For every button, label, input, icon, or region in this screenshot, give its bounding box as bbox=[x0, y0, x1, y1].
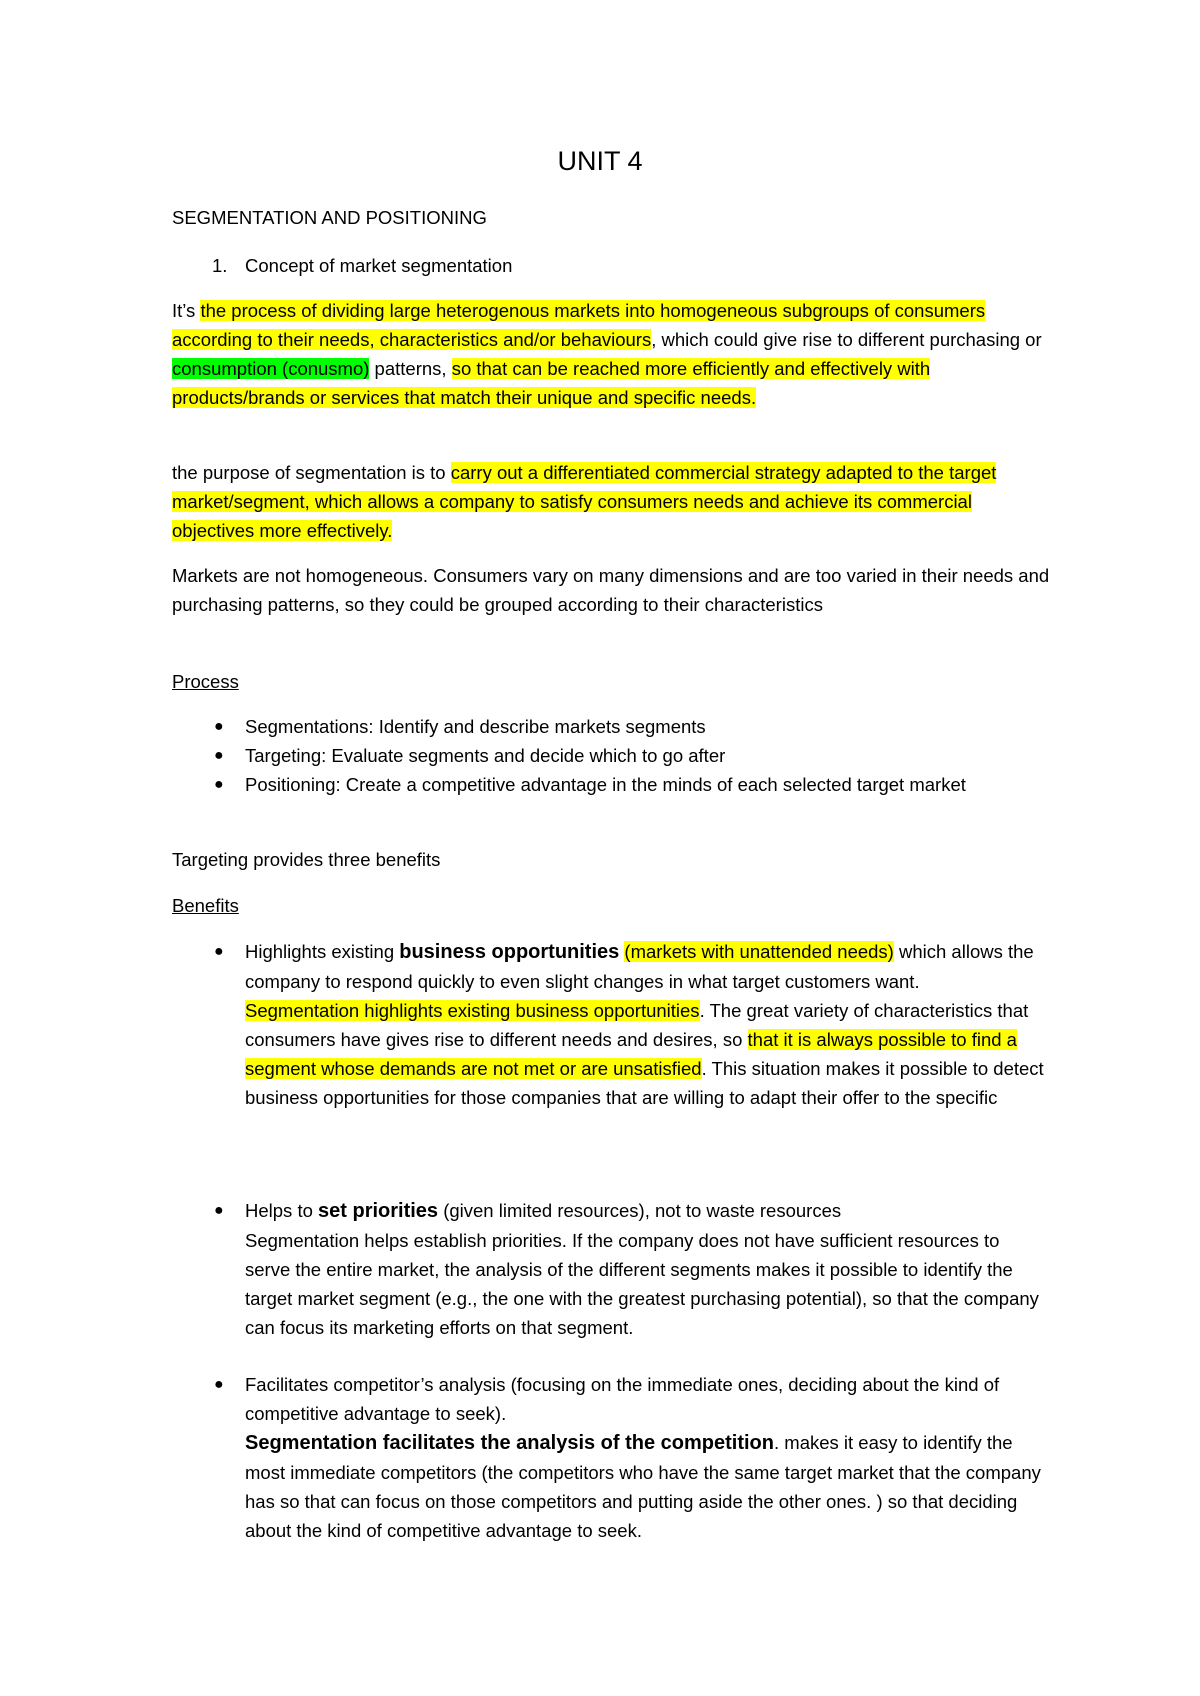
bullet-icon: ● bbox=[214, 943, 224, 960]
list-number: 1. bbox=[212, 255, 228, 276]
subsection-title: Concept of market segmentation bbox=[245, 255, 513, 276]
highlighted-text: Segmentation highlights existing business opportunities bbox=[245, 1000, 700, 1021]
benefits-heading: Benefits bbox=[172, 895, 239, 916]
process-heading: Process bbox=[172, 671, 239, 692]
highlighted-text: carry out a differentiated commercial strategy adapted to the target market/segment, which allows a company to satisfy consumers needs and achieve its commercial objectives more effectively. bbox=[172, 462, 997, 541]
text-run: . The great variety of characteristics that consumers have gives rise to different needs and desires, so bbox=[245, 1000, 1029, 1050]
bullet-icon: ● bbox=[214, 718, 224, 735]
markets-paragraph: Markets are not homogeneous. Consumers vary on many dimensions and are too varied in their needs and purchasing patterns, so they could be grouped according to their characteristics bbox=[172, 565, 1050, 615]
definition-paragraph bbox=[172, 296, 1052, 412]
text-run: Facilitates competitor’s analysis (focusing on the immediate ones, deciding about the kind of competitive advantage to seek). bbox=[245, 1374, 1000, 1424]
bullet-icon: ● bbox=[214, 776, 224, 793]
section-heading: SEGMENTATION AND POSITIONING bbox=[172, 207, 487, 228]
text-run: It’s bbox=[172, 300, 201, 321]
highlighted-text: that it is always possible to find a segment whose demands are not met or are unsatisfied bbox=[245, 1029, 1017, 1079]
page-title: UNIT 4 bbox=[557, 146, 643, 176]
bullet-icon: ● bbox=[214, 1376, 224, 1393]
list-item: Segmentations: Identify and describe markets segments bbox=[245, 716, 706, 737]
benefit-item bbox=[245, 1196, 1045, 1342]
bullet-icon: ● bbox=[214, 1202, 224, 1219]
benefit-item bbox=[245, 937, 1045, 1112]
text-run: which allows the company to respond quickly to even slight changes in what target customers want. bbox=[245, 941, 1034, 992]
list-item: Targeting: Evaluate segments and decide which to go after bbox=[245, 745, 726, 766]
text-run: . makes it easy to identify the most immediate competitors (the competitors who have the same target market that the company has so that can focus on those competitors and putting aside the other ones. ) so that deciding about the kind of competitive advantage to seek. bbox=[245, 1432, 1041, 1541]
list-item: Positioning: Create a competitive advantage in the minds of each selected target market bbox=[245, 774, 966, 795]
text-run: . This situation makes it possible to detect business opportunities for those companies that are willing to adapt their offer to the specific bbox=[245, 1058, 1044, 1108]
text-run: Helps to bbox=[245, 1200, 319, 1221]
bullet-icon: ● bbox=[214, 747, 224, 764]
targeting-text: Targeting provides three benefits bbox=[172, 849, 441, 870]
green-highlighted-text: consumption (conusmo) bbox=[172, 358, 370, 379]
text-run: , which could give rise to different purchasing or bbox=[651, 329, 1042, 350]
highlighted-text: so that can be reached more efficiently and effectively with products/brands or services that match their unique and specific needs. bbox=[172, 358, 931, 408]
text-run: (given limited resources), not to waste resources bbox=[438, 1200, 842, 1221]
bold-text: set priorities bbox=[318, 1200, 439, 1222]
bold-text: business opportunities bbox=[399, 941, 620, 963]
benefit-item bbox=[245, 1370, 1045, 1545]
bold-text: Segmentation facilitates the analysis of the competition bbox=[245, 1432, 774, 1454]
text-run: the purpose of segmentation is to bbox=[172, 462, 451, 483]
purpose-paragraph bbox=[172, 458, 1052, 545]
text-run: patterns, bbox=[369, 358, 452, 379]
text-run: Segmentation helps establish priorities. If the company does not have sufficient resources to serve the entire market, the analysis of the different segments makes it possible to identify the target market segment (e.g., the one with the greatest purchasing potential), so that the company can focus its marketing efforts on that segment. bbox=[245, 1230, 1039, 1338]
highlighted-text: the process of dividing large heterogenous markets into homogeneous subgroups of consumers according to their needs, characteristics and/or behaviours bbox=[172, 300, 986, 350]
highlighted-text: (markets with unattended needs) bbox=[624, 941, 894, 962]
text-run: Highlights existing bbox=[245, 941, 400, 962]
